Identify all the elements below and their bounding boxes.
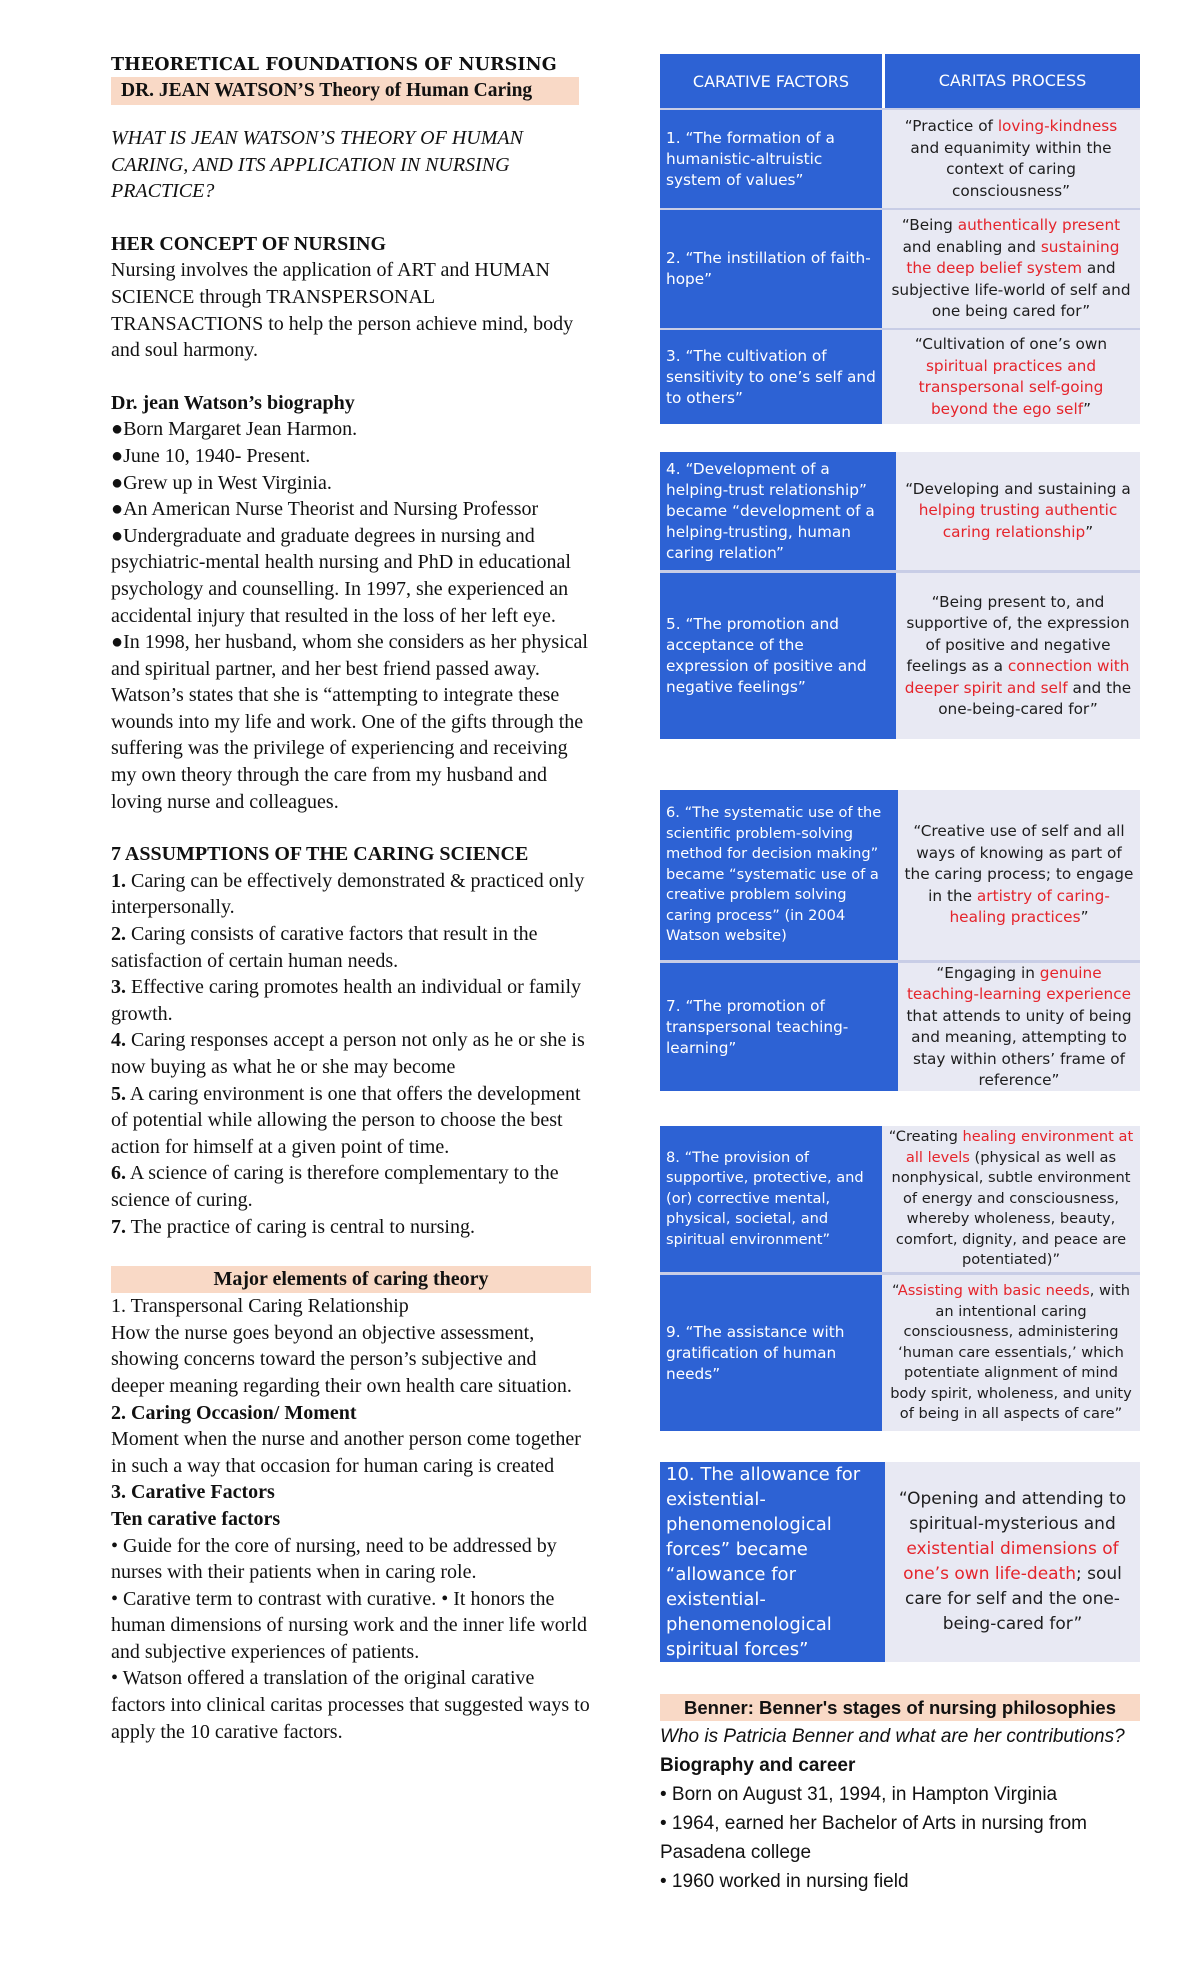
caritas-row	[660, 1462, 1140, 1662]
left-column	[111, 54, 591, 1745]
caritas-process-cell: “Being present to, and supportive of, the expression of positive and negative feelings as a connection with deeper spirit and self and the one-being-cared for”	[896, 573, 1140, 739]
carative-factor-cell: 6. “The systematic use of the scientific problem-solving method for decision making” became “systematic use of a creative problem solving caring process” (in 2004 Watson website)	[660, 790, 898, 960]
concept-heading: HER CONCEPT OF NURSING	[111, 232, 387, 255]
caritas-process-cell: “Developing and sustaining a helping trusting authentic caring relationship”	[896, 452, 1140, 570]
caritas-process-cell: “Practice of loving-kindness and equanimity within the context of caring consciousness”	[882, 110, 1140, 208]
carative-factor-cell: 10. The allowance for existential-phenomenological forces” became “allowance for existential-phenomenological spiritual forces”	[660, 1462, 885, 1662]
caritas-table-block-2	[660, 452, 1140, 739]
caritas-process-cell: “Creating healing environment at all levels (physical as well as nonphysical, subtle environment of energy and consciousness, whereby wholeness, beauty, comfort, dignity, and peace are potentiated)”	[882, 1126, 1140, 1272]
element-2-title: 2. Caring Occasion/ Moment	[111, 1401, 357, 1424]
caritas-row	[660, 1275, 1140, 1431]
caritas-process-cell: “Opening and attending to spiritual-mysterious and existential dimensions of one’s own life-death; soul care for self and the one-being-cared for”	[885, 1462, 1140, 1662]
biography-item: ●Grew up in West Virginia.	[111, 471, 332, 494]
assumption-text: The practice of caring is central to nursing.	[126, 1215, 475, 1238]
element-3-title: 3. Carative Factors	[111, 1481, 275, 1504]
assumption-number: 7.	[111, 1215, 126, 1238]
caritas-row	[660, 210, 1140, 328]
assumption-text: Caring can be effectively demonstrated & practiced only interpersonally.	[111, 869, 585, 919]
assumption-number: 5.	[111, 1082, 126, 1105]
caritas-row	[660, 963, 1140, 1091]
carative-factor-cell: 1. “The formation of a humanistic-altruistic system of values”	[660, 110, 882, 208]
benner-item: • 1960 worked in nursing field	[660, 1871, 909, 1892]
assumption-number: 2.	[111, 923, 126, 946]
assumption-item	[111, 921, 591, 974]
benner-bio-heading: Biography and career	[660, 1755, 856, 1776]
caritas-row	[660, 330, 1140, 424]
biography-item: ●In 1998, her husband, whom she considers as her physical and spiritual partner, and her best friend passed away. Watson’s states that she is “attempting to integrate these wounds into my life and work. One of the gifts through the suffering was the privilege of experiencing and receiving my own theory through the care from my husband and loving nurse and colleagues.	[111, 631, 588, 813]
carative-factor-cell: 4. “Development of a helping-trust relationship” became “development of a helping-trusting, human caring relation”	[660, 452, 896, 570]
assumption-number: 4.	[111, 1029, 126, 1052]
assumption-number: 6.	[111, 1162, 126, 1185]
assumption-item	[111, 1214, 591, 1241]
carative-factor-cell: 2. “The instillation of faith-hope”	[660, 210, 882, 328]
assumption-text: Caring consists of carative factors that result in the satisfaction of certain human needs.	[111, 923, 538, 972]
document-subtitle: DR. JEAN WATSON’S Theory of Human Caring	[111, 77, 579, 105]
assumption-item	[111, 1081, 591, 1161]
element-3-bullet: • Watson offered a translation of the original carative factors into clinical caritas processes that suggested ways to apply the 10 carative factors.	[111, 1667, 590, 1743]
assumption-text: Caring responses accept a person not only as he or she is now buying as what he or she may become	[111, 1029, 585, 1078]
benner-item: • Born on August 31, 1994, in Hampton Virginia	[660, 1784, 1058, 1805]
assumption-item	[111, 1160, 591, 1213]
caritas-process-cell: “Being authentically present and enabling and sustaining the deep belief system and subjective life-world of self and one being cared for”	[882, 210, 1140, 328]
biography-item: ●June 10, 1940- Present.	[111, 444, 311, 467]
caritas-row	[660, 790, 1140, 960]
intro-question: WHAT IS JEAN WATSON’S THEORY OF HUMAN CARING, AND ITS APPLICATION IN NURSING PRACTICE?	[111, 127, 523, 203]
element-1-title: 1. Transpersonal Caring Relationship	[111, 1295, 409, 1318]
assumptions-heading: 7 ASSUMPTIONS OF THE CARING SCIENCE	[111, 843, 529, 866]
header-caritas-process: CARITAS PROCESS	[885, 54, 1140, 108]
carative-factor-cell: 9. “The assistance with gratification of human needs”	[660, 1275, 882, 1431]
element-1-text: How the nurse goes beyond an objective assessment, showing concerns toward the person’s subjective and deeper meaning regarding their own health care situation.	[111, 1321, 572, 1397]
assumption-number: 3.	[111, 976, 126, 999]
carative-factor-cell: 7. “The promotion of transpersonal teaching-learning”	[660, 963, 898, 1091]
biography-item: ●Born Margaret Jean Harmon.	[111, 418, 358, 441]
element-3-bullet: • Carative term to contrast with curative. • It honors the human dimensions of nursing work and the inner life world and subjective experiences of patients.	[111, 1587, 588, 1663]
caritas-row	[660, 1126, 1140, 1272]
caritas-process-cell: “Assisting with basic needs, with an intentional caring consciousness, administering ‘human care essentials,’ which potentiate alignment of mind body spirit, wholeness, and unity of being in all aspects of care”	[882, 1275, 1140, 1431]
caritas-table-header	[660, 54, 1140, 108]
biography-item: ●An American Nurse Theorist and Nursing Professor	[111, 498, 539, 521]
element-3-subtitle: Ten carative factors	[111, 1507, 281, 1530]
assumption-item	[111, 1027, 591, 1080]
caritas-table-block-5	[660, 1462, 1140, 1662]
assumption-text: A science of caring is therefore complementary to the science of curing.	[111, 1162, 559, 1211]
assumption-text: A caring environment is one that offers the development of potential while allowing the person to choose the best action for himself at a given point of time.	[111, 1082, 581, 1158]
carative-factor-cell: 5. “The promotion and acceptance of the expression of positive and negative feelings”	[660, 573, 896, 739]
biography-item: ●Undergraduate and graduate degrees in nursing and psychiatric-mental health nursing and PhD in educational psychology and counselling. In 1997, she experienced an accidental injury that resulted in the loss of her left eye.	[111, 524, 571, 627]
element-2-text: Moment when the nurse and another person come together in such a way that occasion for human caring is created	[111, 1428, 581, 1477]
element-3-bullet: • Guide for the core of nursing, need to be addressed by nurses with their patients when in caring role.	[111, 1534, 557, 1584]
caritas-row	[660, 110, 1140, 208]
concept-text: Nursing involves the application of ART and HUMAN SCIENCE through TRANSPERSONAL TRANSACTIONS to help the person achieve mind, body and soul harmony.	[111, 259, 574, 362]
caritas-row	[660, 452, 1140, 570]
carative-factor-cell: 3. “The cultivation of sensitivity to one’s self and to others”	[660, 330, 882, 424]
caritas-process-cell: “Engaging in genuine teaching-learning experience that attends to unity of being and meaning, attempting to stay within others’ frame of reference”	[898, 963, 1140, 1091]
benner-question: Who is Patricia Benner and what are her contributions?	[660, 1726, 1125, 1747]
assumption-item	[111, 974, 591, 1027]
major-elements-heading: Major elements of caring theory	[111, 1266, 591, 1293]
header-carative-factors: CARATIVE FACTORS	[660, 54, 882, 108]
assumption-item	[111, 868, 591, 921]
caritas-table-block-1	[660, 54, 1140, 424]
caritas-row	[660, 573, 1140, 739]
benner-section	[660, 1694, 1140, 1896]
caritas-table-block-3	[660, 790, 1140, 1091]
benner-heading: Benner: Benner's stages of nursing philosophies	[660, 1694, 1140, 1721]
caritas-table-block-4	[660, 1126, 1140, 1431]
assumption-text: Effective caring promotes health an individual or family growth.	[111, 976, 582, 1025]
carative-factor-cell: 8. “The provision of supportive, protective, and (or) corrective mental, physical, societal, and spiritual environment”	[660, 1126, 882, 1272]
caritas-process-cell: “Cultivation of one’s own spiritual practices and transpersonal self-going beyond the ego self”	[882, 330, 1140, 424]
biography-heading: Dr. jean Watson’s biography	[111, 391, 355, 414]
caritas-process-cell: “Creative use of self and all ways of knowing as part of the caring process; to engage in the artistry of caring-healing practices”	[898, 790, 1140, 960]
assumption-number: 1.	[111, 869, 126, 892]
document-title: THEORETICAL FOUNDATIONS OF NURSING	[111, 55, 557, 75]
benner-item: • 1964, earned her Bachelor of Arts in nursing from Pasadena college	[660, 1813, 1087, 1863]
